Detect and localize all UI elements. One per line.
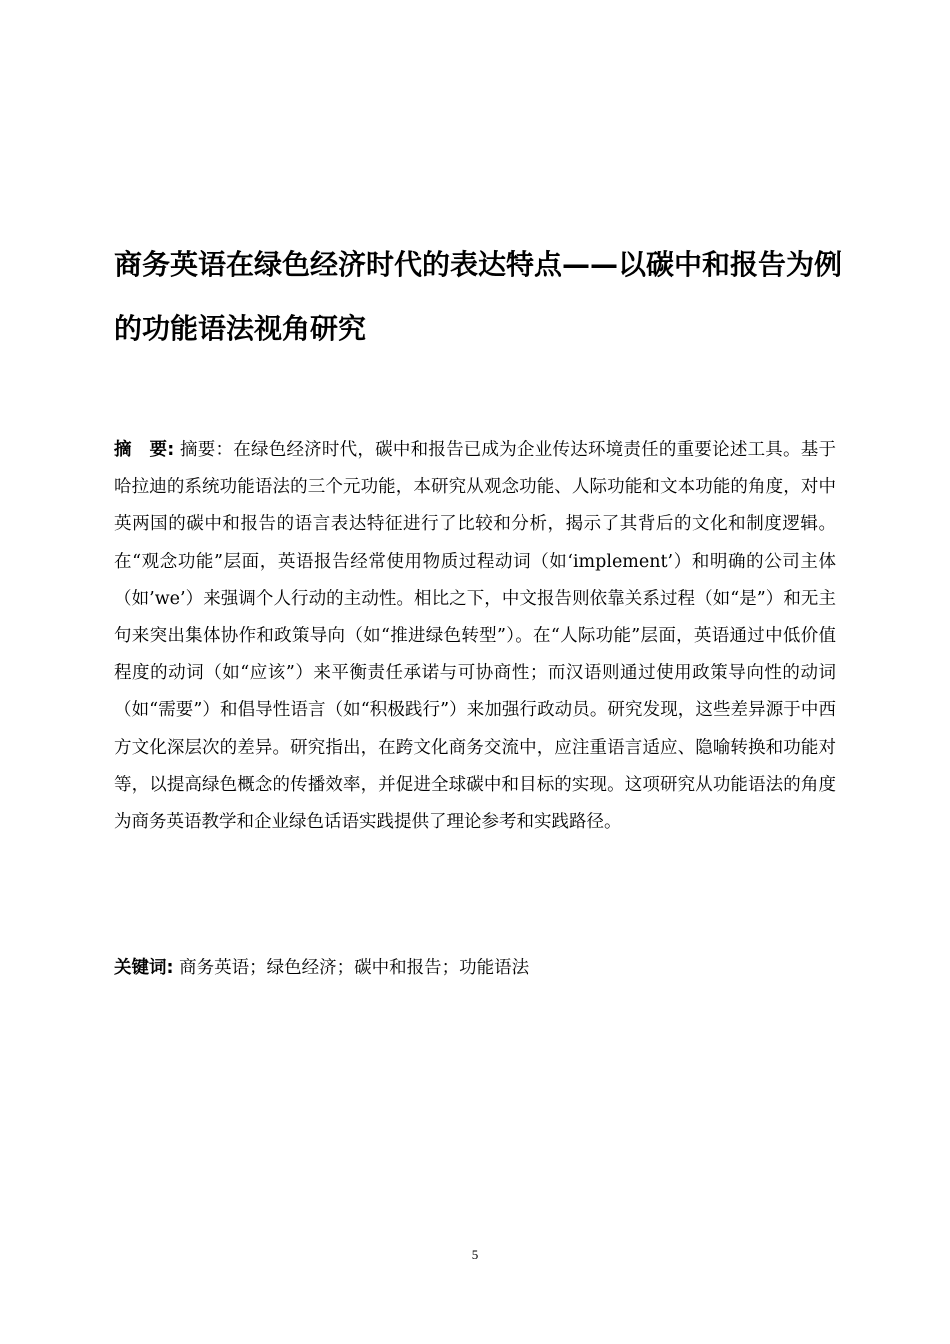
- keywords-text: 商务英语；绿色经济；碳中和报告；功能语法: [179, 958, 530, 978]
- keywords-line: [114, 950, 836, 987]
- abstract-text: 摘要：在绿色经济时代，碳中和报告已成为企业传达环境责任的重要论述工具。基于哈拉迪的系统功能语法的三个元功能，本研究从观念功能、人际功能和文本功能的角度，对中英两国的碳中和报告的语言表达特征进行了比较和分析，揭示了其背后的文化和制度逻辑。在“观念功能”层面，英语报告经常使用物质过程动词（如‘implement’）和明确的公司主体（如’we’）来强调个人行动的主动性。相比之下，中文报告则依靠关系过程（如“是”）和无主句来突出集体协作和政策导向（如“推进绿色转型”）。在“人际功能”层面，英语通过中低价值程度的动词（如“应该”）来平衡责任承诺与可协商性；而汉语则通过使用政策导向性的动词（如“需要”）和倡导性语言（如“积极践行”）来加强行政动员。研究发现，这些差异源于中西方文化深层次的差异。研究指出，在跨文化商务交流中，应注重语言适应、隐喻转换和功能对等，以提高绿色概念的传播效率，并促进全球碳中和目标的实现。这项研究从功能语法的角度为商务英语教学和企业绿色话语实践提供了理论参考和实践路径。: [114, 440, 837, 833]
- paper-title: 商务英语在绿色经济时代的表达特点——以碳中和报告为例的功能语法视角研究: [114, 248, 843, 345]
- keywords-label: 关键词:: [114, 958, 174, 978]
- abstract-label: 摘 要:: [114, 440, 175, 460]
- page-number: 5: [471, 1247, 479, 1262]
- abstract-paragraph: [114, 432, 836, 841]
